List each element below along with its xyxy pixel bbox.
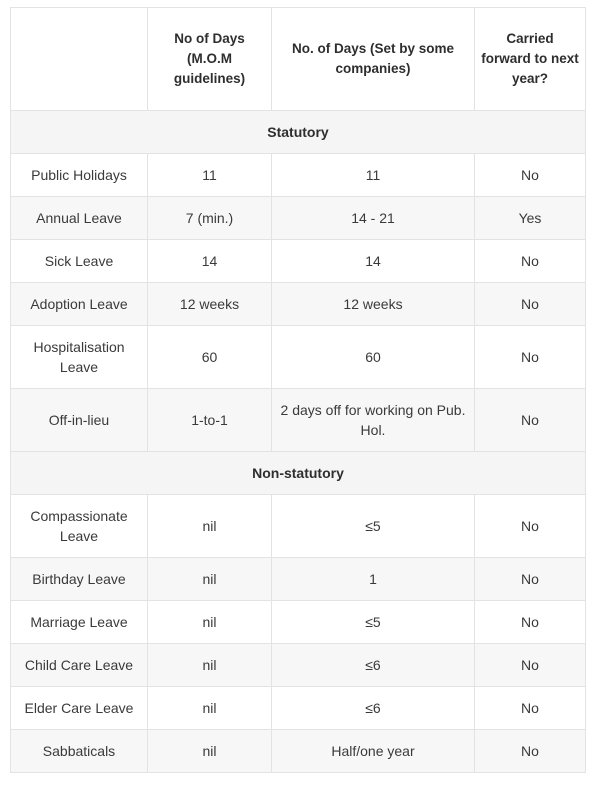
mom-days-cell: nil (148, 687, 272, 730)
header-company-days: No. of Days (Set by some companies) (272, 8, 475, 111)
carried-forward-cell: No (475, 644, 586, 687)
company-days-cell: ≤5 (272, 601, 475, 644)
company-days-cell: Half/one year (272, 730, 475, 773)
company-days-cell: 12 weeks (272, 283, 475, 326)
table-body (11, 111, 586, 773)
leave-type-cell: Child Care Leave (11, 644, 148, 687)
company-days-cell: ≤5 (272, 495, 475, 558)
leave-type-cell: Birthday Leave (11, 558, 148, 601)
leave-type-cell: Sabbaticals (11, 730, 148, 773)
table-row (11, 154, 586, 197)
carried-forward-cell: No (475, 495, 586, 558)
leave-type-cell: Marriage Leave (11, 601, 148, 644)
table-row (11, 240, 586, 283)
mom-days-cell: 12 weeks (148, 283, 272, 326)
leave-type-cell: Public Holidays (11, 154, 148, 197)
carried-forward-cell: No (475, 283, 586, 326)
carried-forward-cell: No (475, 687, 586, 730)
leave-type-cell: Off-in-lieu (11, 389, 148, 452)
carried-forward-cell: No (475, 558, 586, 601)
company-days-cell: 1 (272, 558, 475, 601)
mom-days-cell: nil (148, 558, 272, 601)
table-row (11, 687, 586, 730)
header-leave-type (11, 8, 148, 111)
company-days-cell: 60 (272, 326, 475, 389)
carried-forward-cell: Yes (475, 197, 586, 240)
carried-forward-cell: No (475, 730, 586, 773)
carried-forward-cell: No (475, 154, 586, 197)
section-row (11, 111, 586, 154)
table-row (11, 730, 586, 773)
header-carried-forward: Carried forward to next year? (475, 8, 586, 111)
carried-forward-cell: No (475, 240, 586, 283)
table-row (11, 326, 586, 389)
mom-days-cell: 11 (148, 154, 272, 197)
table-row (11, 644, 586, 687)
table-row (11, 495, 586, 558)
table-row (11, 197, 586, 240)
table-row (11, 558, 586, 601)
mom-days-cell: 7 (min.) (148, 197, 272, 240)
carried-forward-cell: No (475, 389, 586, 452)
section-title: Statutory (11, 111, 586, 154)
table-row (11, 601, 586, 644)
header-row (11, 8, 586, 111)
company-days-cell: 2 days off for working on Pub. Hol. (272, 389, 475, 452)
mom-days-cell: nil (148, 601, 272, 644)
carried-forward-cell: No (475, 326, 586, 389)
table-row (11, 389, 586, 452)
leave-type-cell: Adoption Leave (11, 283, 148, 326)
table-row (11, 283, 586, 326)
company-days-cell: ≤6 (272, 644, 475, 687)
leave-type-cell: Hospitalisation Leave (11, 326, 148, 389)
company-days-cell: 11 (272, 154, 475, 197)
mom-days-cell: 14 (148, 240, 272, 283)
section-title: Non-statutory (11, 452, 586, 495)
leave-type-cell: Annual Leave (11, 197, 148, 240)
leave-table (10, 7, 586, 773)
header-mom-days: No of Days (M.O.M guidelines) (148, 8, 272, 111)
carried-forward-cell: No (475, 601, 586, 644)
mom-days-cell: 1-to-1 (148, 389, 272, 452)
leave-type-cell: Sick Leave (11, 240, 148, 283)
mom-days-cell: nil (148, 730, 272, 773)
company-days-cell: 14 - 21 (272, 197, 475, 240)
leave-type-cell: Elder Care Leave (11, 687, 148, 730)
company-days-cell: ≤6 (272, 687, 475, 730)
mom-days-cell: nil (148, 644, 272, 687)
section-row (11, 452, 586, 495)
mom-days-cell: nil (148, 495, 272, 558)
mom-days-cell: 60 (148, 326, 272, 389)
leave-type-cell: Compassionate Leave (11, 495, 148, 558)
company-days-cell: 14 (272, 240, 475, 283)
